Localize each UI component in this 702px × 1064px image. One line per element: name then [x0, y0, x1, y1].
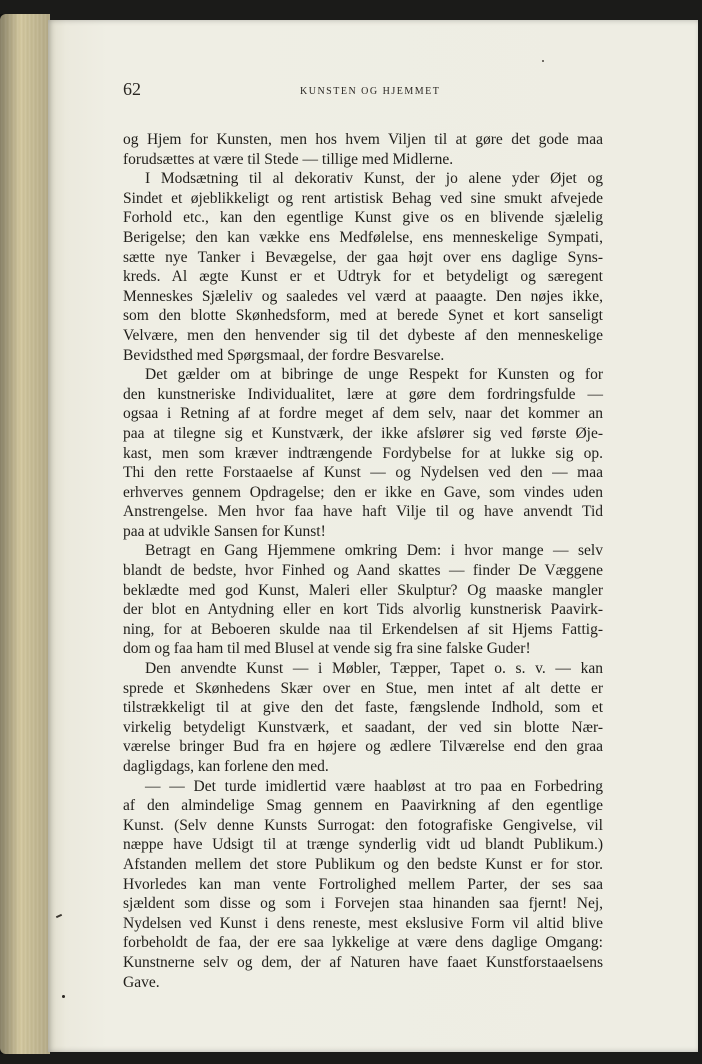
text-line: Anstrengelse. Men hvor faa have haft Vilje til og have anvendt Tid [123, 503, 603, 521]
text-line: I Modsætning til al dekorativ Kunst, der jo alene yder Øjet og [145, 170, 603, 188]
body-text [123, 130, 603, 992]
text-line: Thi den rette Forstaaelse af Kunst — og Nydelsen ved den — maa [123, 464, 603, 482]
text-line: værelse bringer Bud fra en højere og ædlere Tilværelse end den graa [123, 738, 603, 756]
page-edges-shadow [0, 14, 50, 1054]
text-line: Bevidsthed med Spørgsmaal, der fordre Besvarelse. [123, 346, 445, 364]
text-line: som den blotte Skønhedsform, med at berede Synet et kort sanseligt [123, 307, 603, 325]
text-line: Betragt en Gang Hjemmene omkring Dem: i hvor mange — selv [145, 542, 603, 560]
text-line: Velvære, men den henvender sig til det dybeste af den menneskelige [123, 326, 603, 344]
text-line: Hvorledes kan man vente Fortrolighed mellem Parter, der ses saa [123, 875, 603, 893]
text-line: Afstanden mellem det store Publikum og den bedste Kunst er for stor. [123, 855, 603, 873]
text-line: den kunstneriske Individualitet, lære at gøre dem fordringsfulde — [123, 385, 603, 403]
text-line: beklædte med god Kunst, Maleri eller Skulptur? Og maaske mangler [123, 581, 603, 599]
text-line: af den almindelige Smag gennem en Paavirkning af den egentlige [123, 797, 603, 815]
text-line: Berigelse; den kan vække ens Medfølelse, ens menneskelige Sympati, [123, 228, 603, 246]
page-edges [0, 14, 50, 1054]
text-line: Kunst. (Selv denne Kunsts Surrogat: den fotografiske Gengivelse, vil [123, 816, 603, 834]
text-line: Kunstnerne selv og dem, der af Naturen have faaet Kunstforstaaelsens [123, 953, 603, 971]
text-line: dagligdags, kan forlene den med. [123, 758, 329, 775]
text-line: tilstrækkeligt til at give den det faste, fængslende Indhold, som et [123, 699, 603, 717]
text-line: erhverves gennem Opdragelse; den er ikke en Gave, som vindes uden [123, 483, 603, 501]
text-line: blandt de bedste, hvor Finhed og Aand skattes — finder De Væggene [123, 562, 603, 580]
text-line: sætte nye Tanker i Bevægelse, der gaa højt over ens daglige Syns- [123, 248, 603, 266]
text-line: — — Det turde imidlertid være haabløst at tro paa en Forbedring [145, 777, 603, 795]
text-line: kast, men som kræver indtrængende Fordybelse for at lukke sig op. [123, 444, 603, 462]
text-line: virkelig betydeligt Kunstværk, et saadant, der ved sin blotte Nær- [123, 718, 603, 736]
text-line: Menneskes Sjæleliv og saaledes vel værd at paaagte. Den nøjes ikke, [123, 287, 603, 305]
text-line: sjældent som disse og som i Forvejen staa hinanden saa fjernt! Nej, [123, 895, 603, 913]
text-line: Nydelsen ved Kunst i dens reneste, mest ekslusive Form vil altid blive [123, 914, 603, 932]
text-line: Sindet et øjeblikkeligt og rent artistisk Behag ved sine smukt afvejede [123, 189, 603, 207]
running-head: KUNSTEN OG HJEMMET [300, 86, 441, 97]
speck-mark [542, 60, 544, 62]
page-number: 62 [123, 79, 141, 99]
text-line: paa at udvikle Sansen for Kunst! [123, 522, 326, 540]
text-line: Forhold etc., kan den egentlige Kunst give os en blivende sjælelig [123, 209, 603, 227]
text-line: ning, for at Beboeren skulde naa til Erkendelsen af sit Hjems Fattig- [123, 620, 603, 638]
text-line: næppe have Udsigt til at trænge synderlig vidt ud blandt Publikum.) [123, 836, 603, 854]
text-line: ogsaa i Retning af at fordre meget af dem selv, naar det kommer an [123, 405, 603, 423]
text-line: paa at tilegne sig et Kunstværk, der ikke afslører sig ved første Øje- [123, 424, 603, 442]
text-line: forudsættes at være til Stede — tillige med Midlerne. [123, 150, 454, 168]
text-line: og Hjem for Kunsten, men hos hvem Viljen til at gøre det gode maa [123, 131, 603, 148]
text-line: Den anvendte Kunst — i Møbler, Tæpper, Tapet o. s. v. — kan [145, 660, 603, 678]
margin-dot-mark [62, 995, 65, 998]
text-line: der blot en Antydning eller en kort Tids alvorlig kunstnerisk Paavirk- [123, 601, 603, 619]
text-line: kreds. Al ægte Kunst er et Udtryk for et betydeligt og særegent [123, 268, 603, 286]
text-line: sprede et Skønhedens Skær over en Stue, men intet af alt dette er [123, 679, 603, 697]
text-line: Gave. [123, 973, 160, 991]
text-line: Det gælder om at bibringe de unge Respekt for Kunsten og for [145, 366, 603, 384]
text-line: forbeholdt de faa, der ere saa lykkelige at være dens daglige Omgang: [123, 934, 603, 952]
text-line: dom og faa ham til med Blusel at vende sig fra sine falske Guder! [123, 640, 531, 658]
